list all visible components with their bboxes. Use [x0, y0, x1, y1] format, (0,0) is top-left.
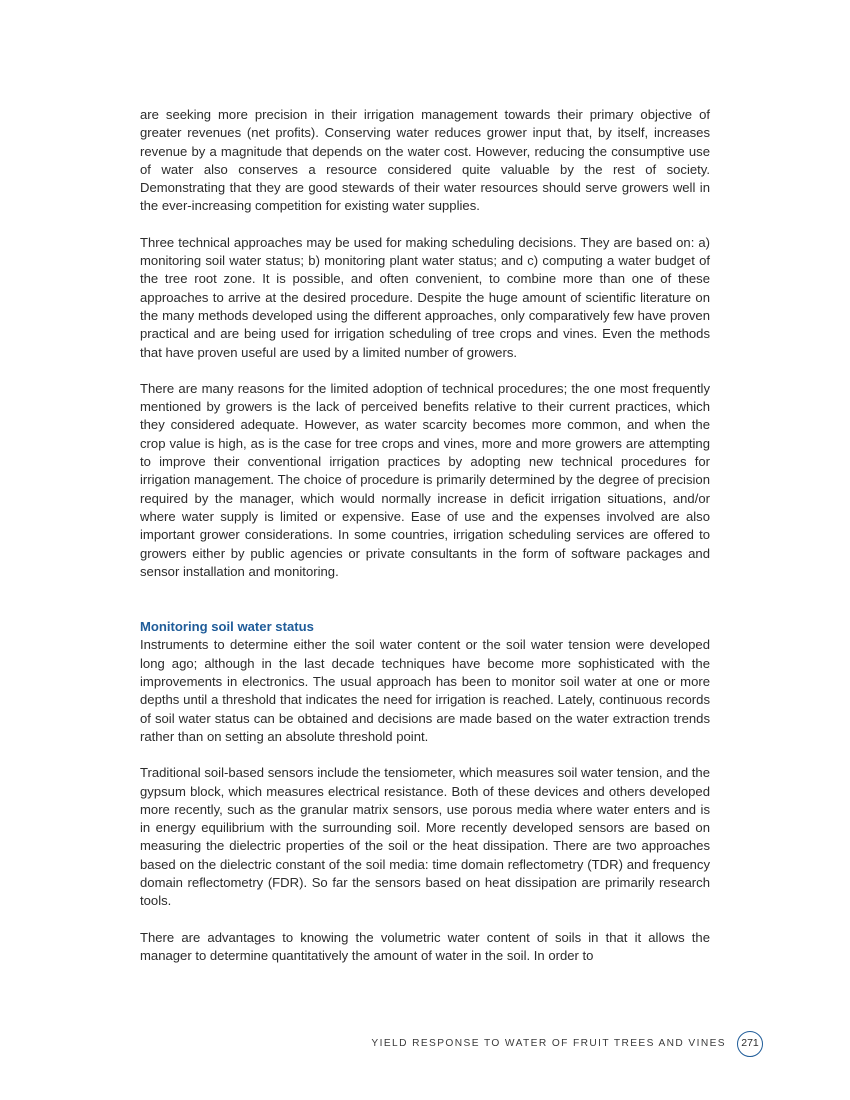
paragraph-greater-revenues: are seeking more precision in their irrigation management towards their primary objective of greater revenues (net profits). Conserving water reduces grower input that, by itself, increases revenue by a magnitude that depends on the water cost. However, reducing the consumptive use of water also conserves a resource considered quite valuable by the rest of society. Demonstrating that they are good stewards of their water resources should serve growers well in the ever-increasing competition for existing water supplies.	[140, 107, 710, 214]
paragraph-traditional-sensors: Traditional soil-based sensors include the tensiometer, which measures soil water tension, and the gypsum block, which measures electrical resistance. Both of these devices and others developed more recently, such as the granular matrix sensors, use porous media where water enters and is in energy equilibrium with the surrounding soil. More recently developed sensors are based on measuring the dielectric properties of the soil or the heat dissipation. There are two approaches based on the dielectric constant of the soil media: time domain reflectometry (TDR) and frequency domain reflectometry (FDR). So far the sensors based on heat dissipation are primarily research tools.	[140, 765, 710, 909]
paragraph-technical-approaches: Three technical approaches may be used for making scheduling decisions. They are based on: a) monitoring soil water status; b) monitoring plant water status; and c) computing a water budget of the tree root zone. It is possible, and often convenient, to combine more than one of these approaches to arrive at the desired procedure. Despite the huge amount of scientific literature on the many methods developed using the different approaches, only comparatively few have proven practical and are being used for irrigation scheduling of tree crops and vines. Even the methods that have proven useful are used by a limited number of growers.	[140, 234, 710, 360]
section-heading: Monitoring soil water status	[140, 619, 314, 635]
page-number-badge: 271	[737, 1031, 763, 1057]
paragraph-volumetric-water-content: There are advantages to knowing the volumetric water content of soils in that it allows the manager to determine quantitatively the amount of water in the soil. In order to	[140, 929, 710, 963]
page-body	[140, 106, 710, 965]
running-footer-title: YIELD RESPONSE TO WATER OF FRUIT TREES AND VINES	[371, 1038, 726, 1049]
paragraph-soil-instruments: Instruments to determine either the soil water content or the soil water tension were developed long ago; although in the last decade techniques have become more sophisticated with the improvements in electronics. The usual approach has been to monitor soil water at one or more depths until a threshold that indicates the need for irrigation is reached. Lately, continuous records of soil water status can be obtained and decisions are made based on the water extraction trends rather than on setting an absolute threshold point.	[140, 637, 710, 744]
paragraph-limited-adoption: There are many reasons for the limited adoption of technical procedures; the one most frequently mentioned by growers is the lack of perceived benefits relative to their current practices, which they considered adequate. However, as water scarcity becomes more common, and when the crop value is high, as is the case for tree crops and vines, more and more growers are attempting to improve their conventional irrigation practices by adopting new technical procedures for irrigation management. The choice of procedure is primarily determined by the degree of precision required by the manager, which would normally increase in deficit irrigation situations, and/or where water supply is limited or expensive. Ease of use and the expenses involved are also important grower considerations. In some countries, irrigation scheduling services are offered to growers either by public agencies or private consultants in the form of software packages and sensor installation and monitoring.	[140, 380, 710, 579]
